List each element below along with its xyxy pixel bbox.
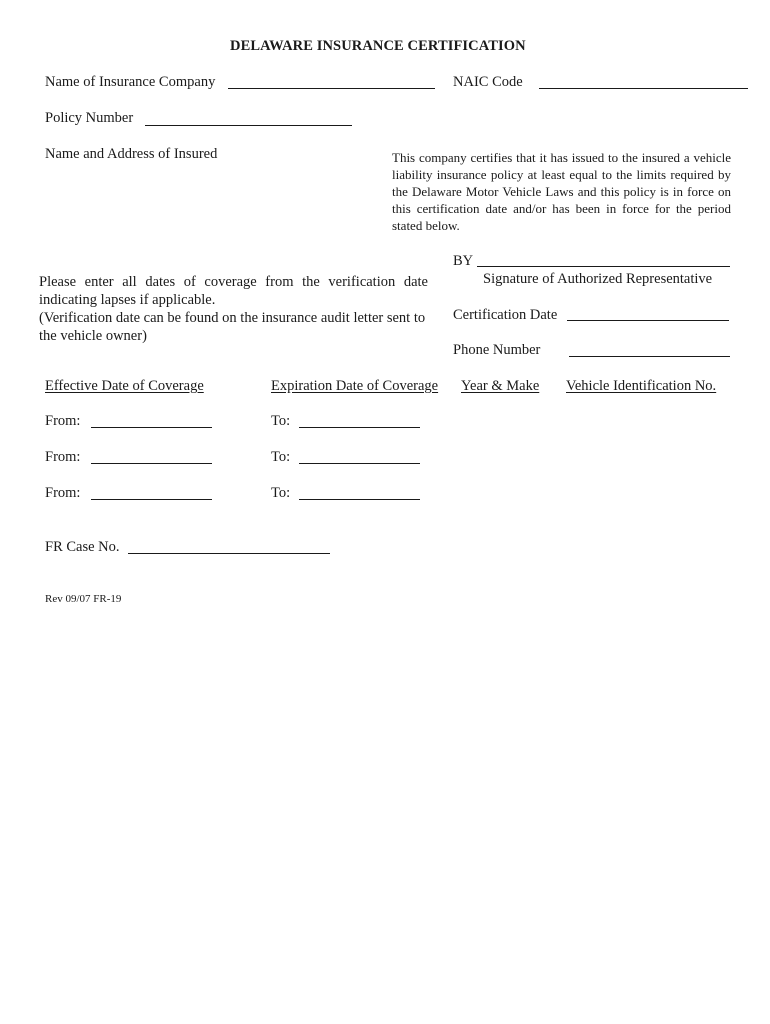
naic-code-field[interactable] [539,88,748,89]
to-date-field[interactable] [299,427,420,428]
certification-date-label: Certification Date [453,307,558,323]
naic-code-label: NAIC Code [453,74,523,90]
from-date-field[interactable] [91,499,212,500]
to-label: To: [271,485,291,501]
from-date-field[interactable] [91,427,212,428]
phone-number-field[interactable] [569,356,730,357]
column-vin: Vehicle Identification No. [566,378,717,394]
signature-field[interactable] [477,266,730,267]
verification-note: (Verification date can be found on the insurance audit letter sent to the vehicle owner) [39,310,426,344]
to-label: To: [271,413,291,429]
page-title: DELAWARE INSURANCE CERTIFICATION [230,38,526,54]
from-label: From: [45,413,81,429]
revision-label: Rev 09/07 FR-19 [45,593,122,605]
certification-date-field[interactable] [567,320,729,321]
to-label: To: [271,449,291,465]
policy-number-field[interactable] [145,125,352,126]
fr-case-field[interactable] [128,553,330,554]
by-label: BY [453,253,474,269]
to-date-field[interactable] [299,499,420,500]
insurance-company-label: Name of Insurance Company [45,74,216,90]
policy-number-label: Policy Number [45,110,134,126]
column-expiration-date: Expiration Date of Coverage [271,378,439,394]
insured-label: Name and Address of Insured [45,146,218,162]
from-label: From: [45,449,81,465]
signature-label: Signature of Authorized Representative [483,271,713,287]
column-year-make: Year & Make [461,378,540,394]
to-date-field[interactable] [299,463,420,464]
from-date-field[interactable] [91,463,212,464]
column-effective-date: Effective Date of Coverage [45,378,204,394]
certification-text: This company certifies that it has issued to the insured a vehicle liability insurance policy at least equal to the limits required by the Delaware Motor Vehicle Laws and this policy is in force on this certification date and/or has been in force for the period stated below. [392,150,731,233]
fr-case-label: FR Case No. [45,539,120,555]
insurance-company-field[interactable] [228,88,435,89]
coverage-instructions: Please enter all dates of coverage from the verification date indicating lapses if applicable. [39,274,428,308]
from-label: From: [45,485,81,501]
phone-number-label: Phone Number [453,342,541,358]
